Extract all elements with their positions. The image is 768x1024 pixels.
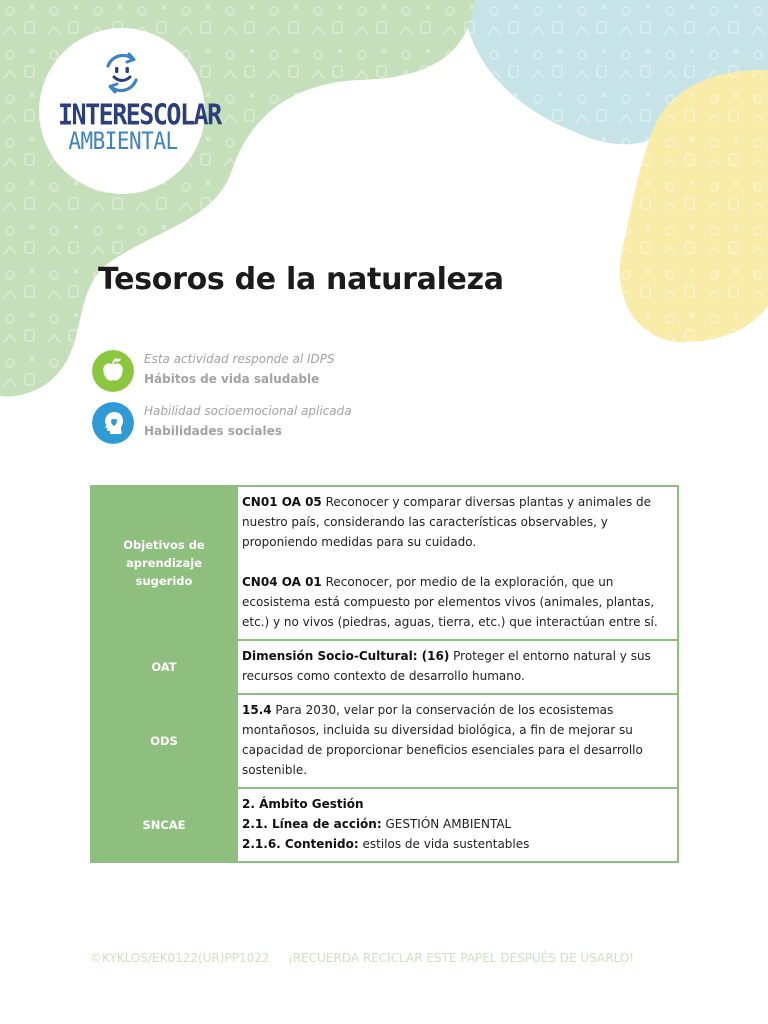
objective-item [242,572,673,632]
row-header-objetivos: Objetivos de aprendizaje sugerido [91,486,237,640]
oat-cell [237,640,678,694]
oat-text: Proteger el entorno natural y sus recursos como contexto de desarrollo humano. [242,649,651,683]
table-row-sncae [91,788,678,862]
sncae-linea-label: 2.1. Línea de acción: [242,817,382,831]
idps-value: Hábitos de vida saludable [144,372,320,386]
sncae-linea-value: GESTIÓN AMBIENTAL [381,817,512,831]
objective-item [242,492,673,552]
row-header-sncae: SNCAE [91,788,237,862]
row-header-oat: OAT [91,640,237,694]
logo-text-ambiental: AMBIENTAL [68,127,178,155]
head-heart-icon [92,402,134,444]
oat-code: Dimensión Socio-Cultural: (16) [242,649,450,663]
table-row-oat [91,640,678,694]
objectives-table [90,485,679,863]
apple-icon [92,350,134,392]
footer-code: ©KYKLOS/EK0122(UR)PP1022 [90,951,270,965]
sncae-contenido-value: estilos de vida sustentables [358,837,530,851]
page-title: Tesoros de la naturaleza [98,262,504,297]
habilidad-caption: Habilidad socioemocional aplicada [144,404,352,418]
idps-caption: Esta actividad responde al IDPS [144,352,335,366]
smiley-recycle-icon [99,50,145,96]
sncae-ambito: 2. Ámbito Gestión [242,797,364,811]
objetivos-cell [237,486,678,640]
sncae-cell [237,788,678,862]
habilidad-value: Habilidades sociales [144,424,282,438]
ods-text: Para 2030, velar por la conservación de los ecosistemas montañosos, incluida su diversidad biológica, a fin de mejorar su capacidad de proporcionar beneficios esenciales para el desarrollo sostenible. [242,703,643,777]
objective-text: Reconocer, por medio de la exploración, que un ecosistema está compuesto por elementos vivos (animales, plantas, etc.) y no vivos (piedras, aguas, tierra, etc.) que interactúan entre sí. [242,575,658,629]
footer-recycle-message: ¡RECUERDA RECICLAR ESTE PAPEL DESPUÉS DE USARLO! [288,951,635,965]
objective-text: Reconocer y comparar diversas plantas y animales de nuestro país, considerando las características observables, y proponiendo medidas para su cuidado. [242,495,652,549]
table-row-ods [91,694,678,788]
row-header-ods: ODS [91,694,237,788]
logo-text-interescolar: INTERESCOLAR [58,97,221,132]
objective-code: CN01 OA 05 [242,495,322,509]
sncae-contenido-label: 2.1.6. Contenido: [242,837,359,851]
ods-code: 15.4 [242,703,272,717]
idps-info [92,350,492,394]
table-row-objetivos [91,486,678,640]
objective-code: CN04 OA 01 [242,575,322,589]
ods-cell [237,694,678,788]
habilidad-info [92,402,492,446]
